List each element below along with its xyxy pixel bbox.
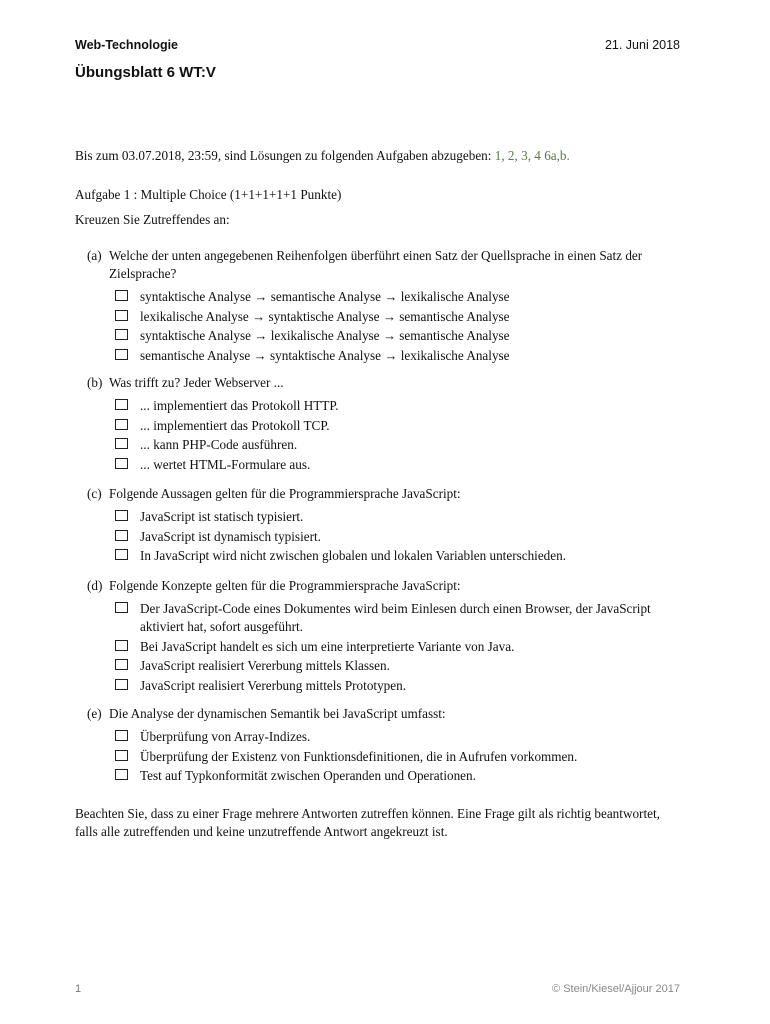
checkbox[interactable] [115,510,128,521]
question-text: Folgende Aussagen gelten für die Programmiersprache JavaScript: [109,486,461,501]
task-references[interactable]: 1, 2, 3, 4 6a,b. [494,148,570,163]
question-text: Die Analyse der dynamischen Semantik bei JavaScript umfasst: [109,706,446,721]
checkbox[interactable] [115,659,128,670]
option-label: Test auf Typkonformität zwischen Operanden und Operationen. [140,768,476,783]
page-number: 1 [75,983,82,995]
option-label: JavaScript ist statisch typisiert. [140,509,304,524]
question-label: (c) [87,486,102,501]
task-title: Aufgabe 1 : Multiple Choice (1+1+1+1+1 Punkte) [75,187,342,202]
intro-text: Bis zum 03.07.2018, 23:59, sind Lösungen zu folgenden Aufgaben abzugeben: [75,148,495,163]
checkbox[interactable] [115,310,128,321]
question-label: (a) [87,248,102,263]
question-text: Folgende Konzepte gelten für die Programmiersprache JavaScript: [109,578,461,593]
question-label: (b) [87,375,103,390]
question-text: Was trifft zu? Jeder Webserver ... [109,375,284,390]
grading-note: Beachten Sie, dass zu einer Frage mehrere Antworten zutreffen können. Eine Frage gilt als richtig beantwortet, falls alle zutreffenden und keine unzutreffende Antwort angekreuzt ist. [75,806,660,839]
question-a [87,247,687,366]
question-b [87,374,687,475]
option-item [87,728,687,746]
checkbox[interactable] [115,458,128,469]
option-item [87,327,687,345]
checkbox[interactable] [115,290,128,301]
option-label: ... implementiert das Protokoll HTTP. [140,398,339,413]
option-label: lexikalische Analyse → syntaktische Analyse → semantische Analyse [140,308,510,324]
option-item [87,436,687,454]
question-label: (e) [87,706,102,721]
option-item [87,677,687,695]
option-list [87,508,687,565]
option-item [87,397,687,415]
option-item [87,528,687,546]
option-label: syntaktische Analyse → semantische Analyse → lexikalische Analyse [140,289,510,304]
checkbox[interactable] [115,438,128,449]
question-d [87,577,687,696]
checkbox[interactable] [115,399,128,410]
checkbox[interactable] [115,530,128,541]
copyright-notice: © Stein/Kiesel/Ajjour 2017 [552,983,680,995]
option-item [87,417,687,435]
question-label: (d) [87,578,103,593]
option-label: Der JavaScript-Code eines Dokumentes wird beim Einlesen durch einen Browser, der JavaScript aktiviert hat, sofort ausgeführt. [140,601,651,634]
option-label: In JavaScript wird nicht zwischen globalen und lokalen Variablen unterschieden. [140,548,567,563]
option-list [87,288,687,365]
checkbox[interactable] [115,329,128,340]
option-list [87,600,687,695]
option-label: ... implementiert das Protokoll TCP. [140,417,330,433]
checkbox[interactable] [115,602,128,613]
option-label: JavaScript ist dynamisch typisiert. [140,528,321,544]
option-item [87,308,687,326]
checkbox[interactable] [115,419,128,430]
option-item [87,347,687,365]
option-item [87,657,687,675]
checkbox[interactable] [115,750,128,761]
question-e [87,705,687,787]
option-item [87,767,687,785]
option-label: JavaScript realisiert Vererbung mittels Klassen. [140,658,390,673]
option-item [87,547,687,565]
option-item [87,456,687,474]
option-item [87,288,687,306]
question-text: Welche der unten angegebenen Reihenfolgen überführt einen Satz der Quellsprache in einen Satz der Zielsprache? [109,248,643,281]
option-label: JavaScript realisiert Vererbung mittels Prototypen. [140,677,407,693]
option-item [87,748,687,766]
option-list [87,728,687,785]
task-instruction: Kreuzen Sie Zutreffendes an: [75,212,230,227]
submission-intro [75,147,570,165]
sheet-date: 21. Juni 2018 [604,38,680,52]
option-list [87,397,687,474]
option-label: ... wertet HTML-Formulare aus. [140,456,311,472]
course-name: Web-Technologie [75,38,179,52]
option-label: Bei JavaScript handelt es sich um eine interpretierte Variante von Java. [140,638,515,654]
checkbox[interactable] [115,769,128,780]
option-item [87,600,687,636]
checkbox[interactable] [115,679,128,690]
option-label: Überprüfung von Array-Indizes. [140,729,311,744]
checkbox[interactable] [115,549,128,560]
checkbox[interactable] [115,349,128,360]
checkbox[interactable] [115,730,128,741]
option-label: ... kann PHP-Code ausführen. [140,437,298,452]
option-item [87,508,687,526]
option-item [87,638,687,656]
question-c [87,485,687,567]
option-label: syntaktische Analyse → lexikalische Analyse → semantische Analyse [140,328,510,343]
option-label: Überprüfung der Existenz von Funktionsdefinitionen, die in Aufrufen vorkommen. [140,748,578,764]
sheet-title: Übungsblatt 6 WT:V [75,64,216,81]
option-label: semantische Analyse → syntaktische Analyse → lexikalische Analyse [140,347,510,363]
checkbox[interactable] [115,640,128,651]
